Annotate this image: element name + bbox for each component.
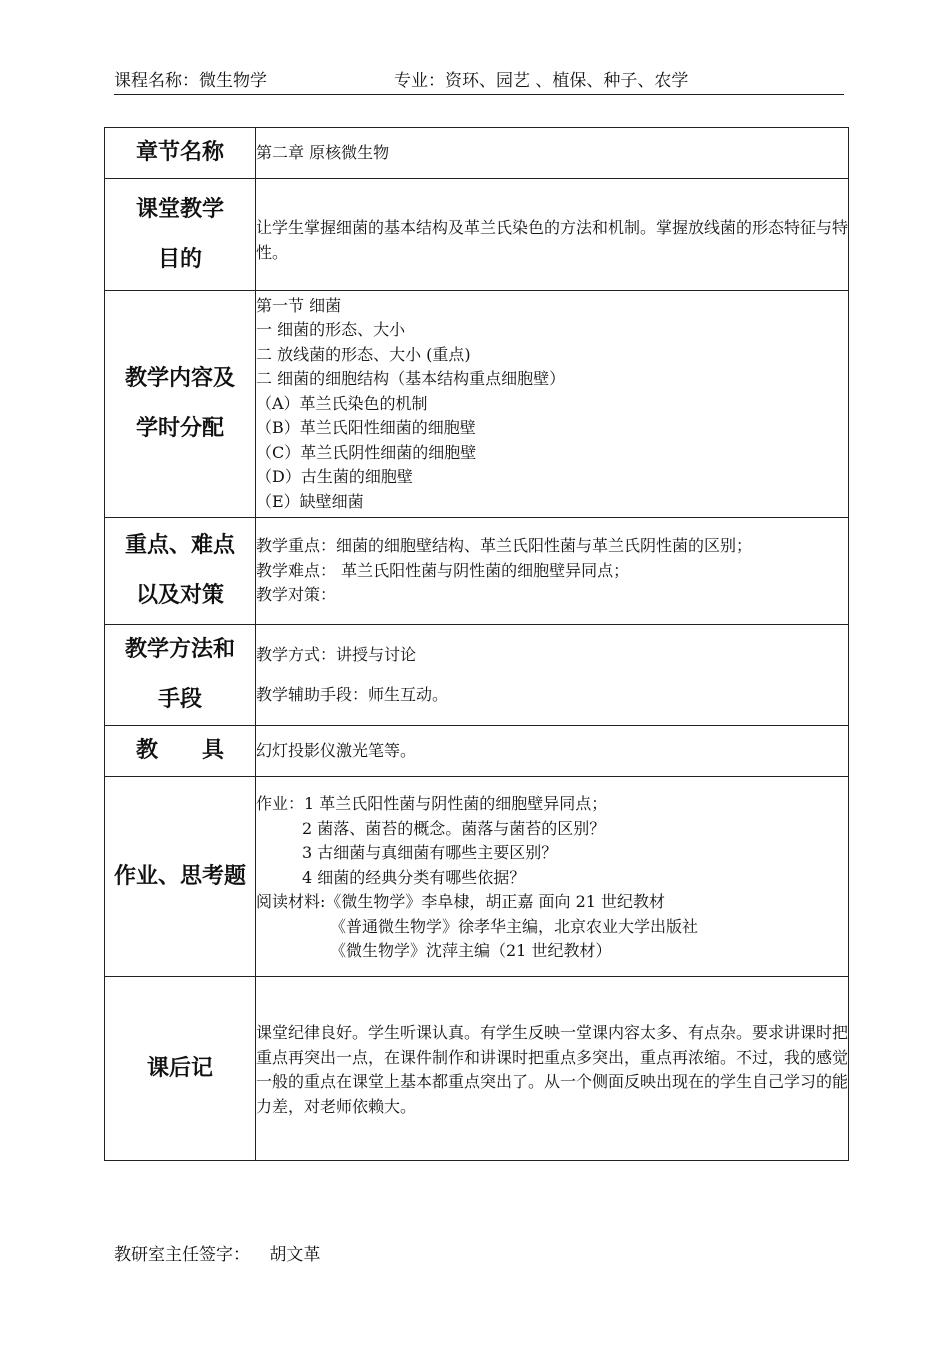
homework-label: 作业、思考题	[105, 777, 256, 977]
chapter-value: 第二章 原核微生物	[256, 128, 849, 179]
notes-text: 课堂纪律良好。学生听课认真。有学生反映一堂课内容太多、有点杂。要求讲课时把重点再突出一点，在课件制作和讲课时把重点多突出，重点再浓缩。不过，我的感觉一般的重点在课堂上基本都重点突出了。从一个侧面反映出现在的学生自己学习的能力差，对老师依赖大。	[256, 1023, 849, 1116]
homework-line: 4 细菌的经典分类有哪些依据？	[302, 867, 526, 887]
table-row-content	[105, 291, 849, 518]
content-value	[256, 291, 849, 518]
content-line: 二 放线菌的形态、大小 (重点)	[256, 344, 471, 364]
lesson-plan-table	[104, 127, 849, 1161]
table-row-homework	[105, 777, 849, 977]
table-row-chapter	[105, 128, 849, 179]
content-line: 一 细菌的形态、大小	[256, 320, 406, 340]
label-line: 重点、难点	[124, 533, 235, 558]
methods-value	[256, 625, 849, 726]
label-line: 手段	[157, 687, 202, 712]
keypoints-line: 教学重点：细菌的细胞壁结构、革兰氏阳性菌与革兰氏阴性菌的区别；	[256, 536, 753, 556]
table-row-tools	[105, 726, 849, 777]
tools-label: 教 具	[105, 726, 256, 777]
notes-label: 课后记	[105, 977, 256, 1161]
objective-text: 让学生掌握细菌的基本结构及革兰氏染色的方法和机制。掌握放线菌的形态特征与特性。	[256, 218, 849, 262]
content-label	[105, 291, 256, 518]
tools-value: 幻灯投影仪激光笔等。	[256, 726, 849, 777]
label-line: 学时分配	[135, 416, 224, 441]
reading-line: 《普通微生物学》徐孝华主编，北京农业大学出版社	[330, 916, 699, 936]
signer-name: 胡文革	[269, 1245, 321, 1265]
content-line: （D）古生菌的细胞壁	[256, 467, 413, 487]
reading-line: 《微生物学》沈萍主编（21 世纪教材）	[330, 941, 612, 961]
homework-line: 作业：1 革兰氏阳性菌与阴性菌的细胞壁异同点；	[256, 794, 608, 814]
label-line: 课堂教学	[135, 196, 224, 222]
content-line: （A）革兰氏染色的机制	[256, 393, 428, 413]
signature-label: 教研室主任签字：	[114, 1245, 250, 1265]
homework-line: 2 菌落、菌苔的概念。菌落与菌苔的区别？	[302, 818, 606, 838]
content-line: （C）革兰氏阴性细菌的细胞壁	[256, 442, 477, 462]
label-line: 以及对策	[135, 583, 224, 608]
methods-line: 教学方式：讲授与讨论	[256, 645, 417, 664]
page-header	[114, 68, 844, 95]
keypoints-value	[256, 518, 849, 625]
chapter-label: 章节名称	[105, 128, 256, 179]
label-line: 目的	[157, 246, 202, 272]
course-name: 课程名称：微生物学	[114, 71, 267, 91]
keypoints-line: 教学对策：	[256, 585, 337, 605]
notes-value	[256, 977, 849, 1161]
homework-line: 3 古细菌与真细菌有哪些主要区别？	[302, 843, 558, 863]
table-row-objective	[105, 179, 849, 291]
reading-line: 阅读材料:《微生物学》李阜棣，胡正嘉 面向 21 世纪教材	[256, 892, 666, 912]
homework-value	[256, 777, 849, 977]
major-list: 专业：资环、园艺 、植保、种子、农学	[394, 71, 689, 91]
table-row-notes	[105, 977, 849, 1161]
content-line: （B）革兰氏阳性细菌的细胞壁	[256, 418, 476, 438]
label-line: 教学内容及	[124, 366, 235, 391]
methods-line: 教学辅助手段：师生互动。	[256, 685, 449, 704]
content-line: 第一节 细菌	[256, 295, 342, 315]
content-line: 二 细菌的细胞结构（基本结构重点细胞壁）	[256, 369, 566, 389]
label-line: 教学方法和	[124, 637, 235, 662]
objective-value	[256, 179, 849, 291]
keypoints-label	[105, 518, 256, 625]
table-row-methods	[105, 625, 849, 726]
keypoints-line: 教学难点： 革兰氏阳性菌与阴性菌的细胞壁异同点；	[256, 560, 630, 580]
signature-line	[114, 1240, 320, 1265]
content-line: （E）缺壁细菌	[256, 491, 364, 511]
table-row-keypoints	[105, 518, 849, 625]
methods-label	[105, 625, 256, 726]
objective-label	[105, 179, 256, 291]
